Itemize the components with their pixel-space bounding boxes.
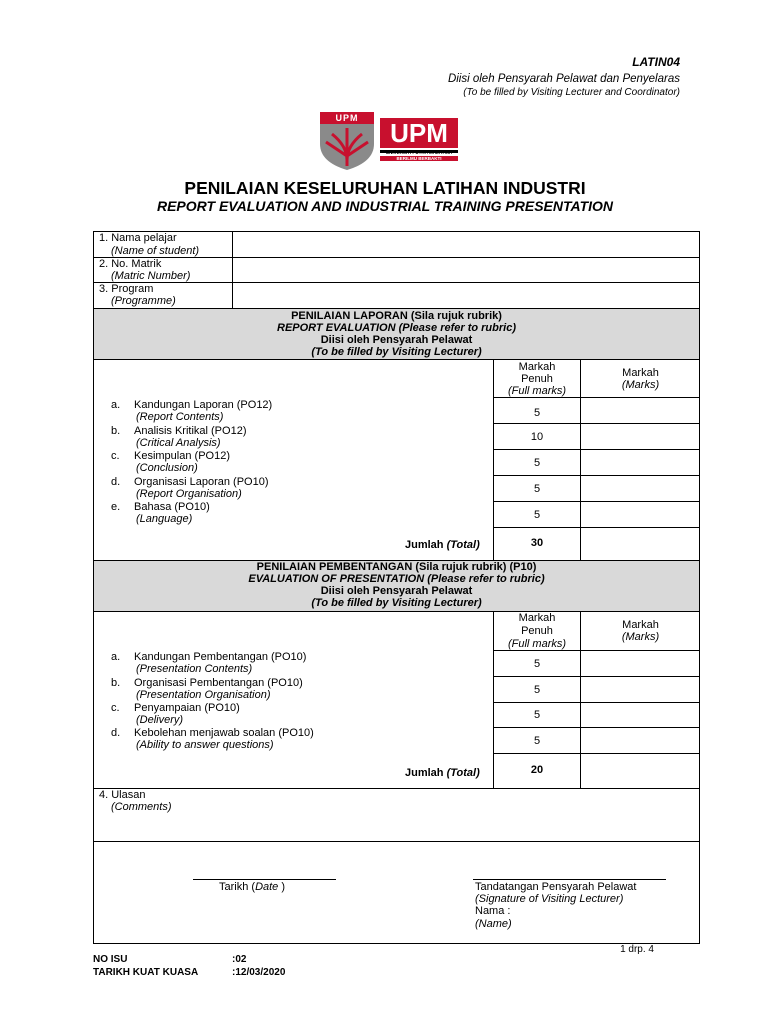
report-total-value: 30 bbox=[530, 537, 544, 549]
presentation-item-letter: c. bbox=[111, 702, 120, 714]
report-heading-4: (To be filled by Visiting Lecturer) bbox=[311, 346, 482, 358]
presentation-item-label-en: (Ability to answer questions) bbox=[136, 739, 274, 751]
report-heading-2: REPORT EVALUATION (Please refer to rubric) bbox=[277, 322, 516, 334]
presentation-total-value: 20 bbox=[530, 764, 544, 776]
presentation-heading-1: PENILAIAN PEMBENTANGAN (Sila rujuk rubrik) (P10) bbox=[256, 561, 537, 573]
report-total-label: Jumlah (Total) bbox=[405, 539, 480, 551]
presentation-item-full-marks: 5 bbox=[533, 658, 541, 670]
report-item-label: Kesimpulan (PO12) bbox=[134, 450, 230, 462]
presentation-full-marks-2: Penuh bbox=[521, 625, 553, 637]
presentation-item-marks-field[interactable] bbox=[581, 703, 699, 727]
presentation-item-label: Kandungan Pembentangan (PO10) bbox=[134, 651, 307, 663]
date-label: Tarikh (Date ) bbox=[219, 881, 286, 893]
presentation-heading-2: EVALUATION OF PRESENTATION (Please refer to rubric) bbox=[248, 573, 545, 585]
fill-note-en: (To be filled by Visiting Lecturer and Coordinator) bbox=[463, 87, 680, 98]
effective-date-value: :12/03/2020 bbox=[232, 967, 286, 978]
presentation-item-label: Kebolehan menjawab soalan (PO10) bbox=[134, 727, 314, 739]
report-item-label-en: (Conclusion) bbox=[136, 462, 198, 474]
report-item-full-marks: 10 bbox=[530, 431, 544, 443]
signature-field[interactable] bbox=[473, 851, 666, 879]
presentation-marks-header-en: (Marks) bbox=[621, 631, 660, 643]
matric-field[interactable] bbox=[233, 258, 699, 282]
page-number: 1 drp. 4 bbox=[620, 944, 654, 955]
presentation-item-full-marks: 5 bbox=[533, 709, 541, 721]
report-item-label: Analisis Kritikal (PO12) bbox=[134, 425, 247, 437]
presentation-total-label: Jumlah (Total) bbox=[405, 767, 480, 779]
report-item-letter: d. bbox=[111, 476, 121, 488]
presentation-full-marks-1: Markah bbox=[518, 612, 556, 624]
report-item-full-marks: 5 bbox=[533, 509, 541, 521]
comments-label: 4. Ulasan bbox=[99, 789, 146, 801]
comments-field[interactable] bbox=[94, 814, 699, 841]
student-name-field[interactable] bbox=[233, 232, 699, 257]
report-item-label-en: (Language) bbox=[136, 513, 193, 525]
program-label: 3. Program bbox=[99, 283, 154, 295]
presentation-item-label-en: (Presentation Organisation) bbox=[136, 689, 271, 701]
presentation-item-label-en: (Presentation Contents) bbox=[136, 663, 253, 675]
report-heading-3: Diisi oleh Pensyarah Pelawat bbox=[320, 334, 473, 346]
presentation-item-label: Organisasi Pembentangan (PO10) bbox=[134, 677, 303, 689]
report-heading-1: PENILAIAN LAPORAN (Sila rujuk rubrik) bbox=[291, 310, 502, 322]
student-name-label-en: (Name of student) bbox=[111, 245, 200, 257]
report-item-label: Organisasi Laporan (PO10) bbox=[134, 476, 269, 488]
presentation-item-marks-field[interactable] bbox=[581, 677, 699, 702]
issue-label: NO ISU bbox=[93, 954, 128, 965]
fill-note-ms: Diisi oleh Pensyarah Pelawat dan Penyelaras bbox=[447, 73, 680, 85]
report-item-marks-field[interactable] bbox=[581, 476, 699, 501]
report-full-marks-1: Markah bbox=[518, 361, 556, 373]
report-marks-header: Markah bbox=[622, 367, 659, 379]
date-line bbox=[193, 879, 336, 880]
report-item-marks-field[interactable] bbox=[581, 424, 699, 449]
presentation-heading-3: Diisi oleh Pensyarah Pelawat bbox=[320, 585, 473, 597]
report-item-letter: c. bbox=[111, 450, 120, 462]
comments-label-en: (Comments) bbox=[111, 801, 172, 813]
signature-label: Tandatangan Pensyarah Pelawat bbox=[475, 881, 637, 893]
presentation-item-full-marks: 5 bbox=[533, 684, 541, 696]
report-item-label: Bahasa (PO10) bbox=[134, 501, 210, 513]
evaluation-form bbox=[93, 231, 700, 944]
issue-value: :02 bbox=[232, 954, 247, 965]
matric-label: 2. No. Matrik bbox=[99, 258, 162, 270]
student-name-label: 1. Nama pelajar bbox=[99, 232, 177, 244]
presentation-item-letter: a. bbox=[111, 651, 121, 663]
report-item-letter: a. bbox=[111, 399, 121, 411]
report-item-label-en: (Report Organisation) bbox=[136, 488, 242, 500]
logo-small-text: UPM bbox=[335, 113, 359, 123]
presentation-item-letter: b. bbox=[111, 677, 121, 689]
report-item-full-marks: 5 bbox=[533, 457, 541, 469]
report-item-label-en: (Report Contents) bbox=[136, 411, 224, 423]
name-label-en: (Name) bbox=[475, 918, 512, 930]
presentation-total-marks-field[interactable] bbox=[581, 754, 699, 788]
report-full-marks-2: Penuh bbox=[521, 373, 553, 385]
matric-label-en: (Matric Number) bbox=[111, 270, 191, 282]
report-item-label-en: (Critical Analysis) bbox=[136, 437, 221, 449]
signature-label-en: (Signature of Visiting Lecturer) bbox=[475, 893, 624, 905]
logo-motto: BERILMU BERBAKTI bbox=[396, 156, 442, 161]
report-total-marks-field[interactable] bbox=[581, 528, 699, 560]
effective-date-label: TARIKH KUAT KUASA bbox=[93, 967, 199, 978]
logo-text: UPM bbox=[390, 118, 448, 148]
presentation-item-label-en: (Delivery) bbox=[136, 714, 184, 726]
presentation-item-full-marks: 5 bbox=[533, 735, 541, 747]
report-item-marks-field[interactable] bbox=[581, 398, 699, 423]
report-marks-header-en: (Marks) bbox=[621, 379, 660, 391]
page-title: PENILAIAN KESELURUHAN LATIHAN INDUSTRI bbox=[184, 178, 586, 198]
report-item-letter: e. bbox=[111, 501, 121, 513]
presentation-heading-4: (To be filled by Visiting Lecturer) bbox=[311, 597, 482, 609]
report-item-full-marks: 5 bbox=[533, 483, 541, 495]
report-item-letter: b. bbox=[111, 425, 121, 437]
presentation-item-marks-field[interactable] bbox=[581, 728, 699, 753]
date-field[interactable] bbox=[193, 851, 336, 879]
report-item-label: Kandungan Laporan (PO12) bbox=[134, 399, 273, 411]
form-code: LATIN04 bbox=[632, 55, 680, 69]
presentation-item-label: Penyampaian (PO10) bbox=[134, 702, 240, 714]
presentation-marks-header: Markah bbox=[622, 619, 659, 631]
page-subtitle: REPORT EVALUATION AND INDUSTRIAL TRAINING PRESENTATION bbox=[156, 198, 614, 214]
report-item-marks-field[interactable] bbox=[581, 450, 699, 475]
upm-logo bbox=[318, 110, 460, 172]
report-item-marks-field[interactable] bbox=[581, 502, 699, 527]
program-label-en: (Programme) bbox=[111, 295, 176, 307]
program-field[interactable] bbox=[233, 283, 699, 308]
presentation-full-marks-en: (Full marks) bbox=[507, 638, 567, 650]
presentation-item-letter: d. bbox=[111, 727, 121, 739]
signature-line bbox=[473, 879, 666, 880]
report-full-marks-en: (Full marks) bbox=[507, 385, 567, 397]
logo-university: UNIVERSITI PUTRA MALAYSIA bbox=[385, 150, 453, 155]
name-label: Nama : bbox=[475, 905, 511, 917]
report-item-full-marks: 5 bbox=[533, 407, 541, 419]
presentation-item-marks-field[interactable] bbox=[581, 651, 699, 676]
